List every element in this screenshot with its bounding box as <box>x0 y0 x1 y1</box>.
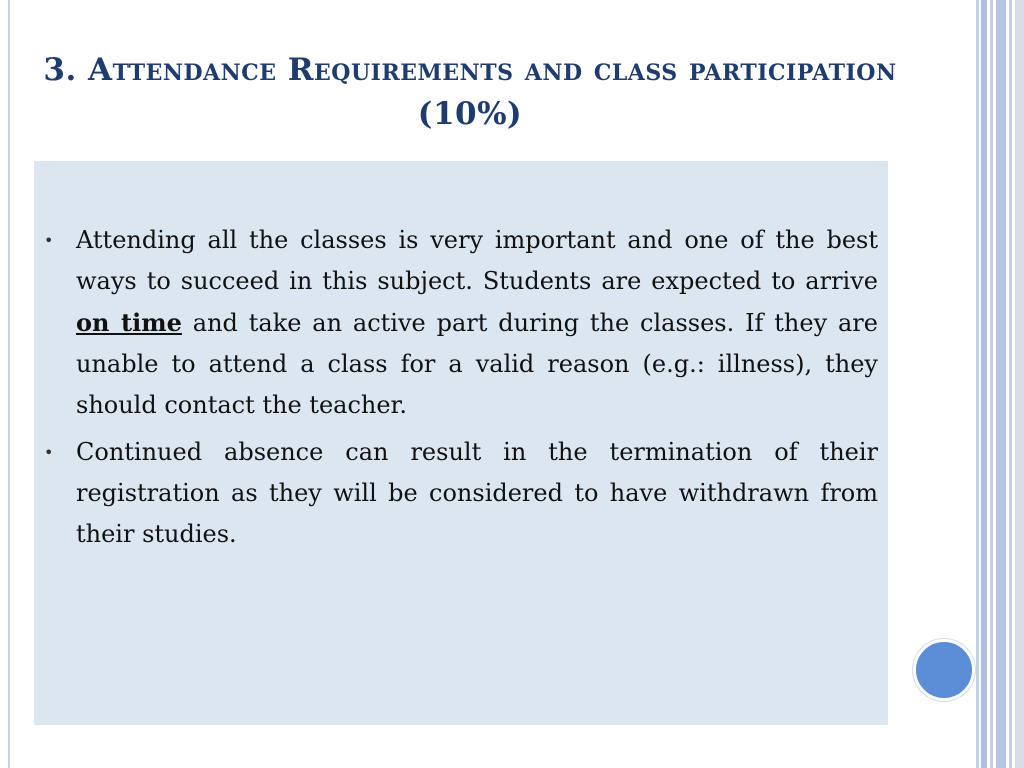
list-item <box>42 220 878 426</box>
stripe <box>996 0 1006 768</box>
decorative-circle <box>913 639 975 701</box>
left-border-rule <box>8 0 10 768</box>
right-decorative-stripes <box>976 0 1024 768</box>
slide-title: 3. Attendance Requirements and class participation (10%) <box>43 52 897 132</box>
bullet-list <box>42 220 878 561</box>
bullet-text: Continued absence can result in the termination of their registration as they will be considered to have withdrawn from their studies. <box>76 438 878 548</box>
list-item <box>42 432 878 555</box>
bullet-text-after: and take an active part during the classes. If they are unable to attend a class for a valid reason (e.g.: illness), they should contact the teacher. <box>76 309 878 419</box>
stripe <box>1009 0 1012 768</box>
stripe <box>1015 0 1024 768</box>
stripe <box>990 0 993 768</box>
bullet-icon: • <box>44 443 54 462</box>
bullet-text-before: Attending all the classes is very important and one of the best ways to succeed in this subject. Students are expected to arrive <box>76 226 878 295</box>
emphasis-on-time: on time <box>76 308 182 337</box>
stripe <box>981 0 987 768</box>
bullet-icon: • <box>44 231 54 250</box>
stripe <box>976 0 979 768</box>
